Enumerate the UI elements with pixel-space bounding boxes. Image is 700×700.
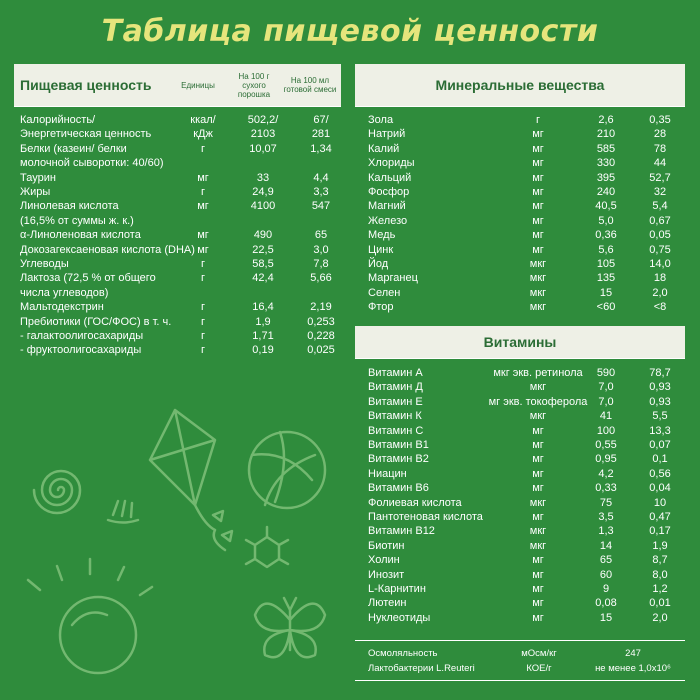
nutrition-unit: мг	[197, 171, 209, 184]
mineral-name: Селен	[368, 286, 401, 299]
mineral-name: Зола	[368, 114, 394, 126]
vitamin-name: Витамин Д	[368, 381, 423, 394]
mineral-value-col1: 330	[596, 157, 616, 170]
mineral-value-col2: 44	[653, 157, 667, 170]
kite-icon	[150, 410, 215, 505]
nutrition-value-col2: 0,253	[307, 315, 335, 328]
butterfly-icon	[255, 598, 325, 657]
nutrition-unit: г	[200, 330, 205, 342]
vitamin-unit: мг	[532, 611, 544, 624]
mineral-value-col2: 2,0	[652, 286, 668, 299]
vitamin-name: Витамин В2	[368, 453, 429, 466]
nutrition-header-per-100g: На 100 г сухого порошка	[237, 71, 271, 99]
nutrition-name: Энергетическая ценность	[20, 128, 152, 141]
vitamin-unit: мг	[532, 597, 544, 610]
mineral-unit: г	[535, 114, 540, 126]
nutrition-value-col2: 67/	[313, 114, 329, 126]
vitamin-value-col2: 13,3	[649, 424, 671, 437]
nutrition-name: молочной сыворотки: 40/60)	[20, 157, 164, 170]
vitamin-name: Нуклеотиды	[368, 611, 431, 624]
vitamin-name: Витамин В1	[368, 439, 429, 451]
nutrition-value-col1: 2103	[250, 128, 276, 141]
vitamin-unit: мкг	[529, 381, 547, 394]
nutrition-header-name: Пищевая ценность	[20, 77, 152, 93]
vitamin-value-col2: 78,7	[649, 367, 671, 379]
nutrition-name: Лактоза (72,5 % от общего	[20, 272, 156, 285]
vitamin-unit: мкг	[529, 496, 547, 509]
nutrition-value-col1: 1,71	[252, 330, 274, 342]
nutrition-value-col1: 10,07	[249, 142, 277, 155]
extra-name: Осмоляльность	[368, 648, 438, 659]
mineral-value-col1: 585	[596, 142, 616, 155]
nutrition-value-col2: 1,34	[310, 142, 332, 155]
nutrition-value-col1: 0,19	[252, 344, 274, 357]
vitamin-unit: мг	[532, 482, 544, 495]
vitamin-value-col1: 14	[599, 539, 613, 552]
nutrition-value-col1: 490	[253, 229, 273, 242]
vitamin-value-col1: 3,5	[598, 511, 614, 523]
nutrition-value-col1: 502,2/	[247, 114, 279, 126]
mineral-unit: мг	[532, 142, 544, 155]
extra-name: Лактобактерии L.Reuteri	[368, 663, 475, 674]
nutrition-header-per-100ml: На 100 мл готовой смеси	[283, 76, 337, 94]
vitamin-unit: мкг	[529, 525, 547, 538]
vitamin-name: Холин	[368, 554, 400, 567]
sun-icon	[60, 597, 136, 673]
extra-value-col1: не менее 1,0х10⁶	[595, 663, 671, 674]
vitamin-value-col1: 7,0	[598, 381, 614, 394]
nutrition-unit: г	[200, 258, 205, 270]
vitamin-value-col2: 8,0	[652, 568, 668, 581]
mineral-name: Марганец	[368, 272, 418, 285]
nutrition-unit: г	[200, 315, 205, 328]
nutrition-value-col1: 1,9	[255, 315, 271, 328]
mineral-value-col2: 0,35	[649, 114, 671, 126]
mineral-value-col1: 240	[596, 186, 616, 198]
nutrition-value-col1: 24,9	[252, 186, 274, 198]
mineral-name: Медь	[368, 229, 396, 242]
vitamin-unit: мг	[532, 424, 544, 437]
mineral-value-col1: 210	[596, 128, 616, 141]
nutrition-name: - фруктоолигосахариды	[20, 344, 142, 357]
mineral-value-col1: 395	[596, 171, 616, 184]
minerals-table-header: Минеральные вещества	[355, 64, 685, 106]
mineral-unit: мг	[532, 186, 544, 198]
extra-value-col1: 247	[625, 648, 641, 659]
mineral-value-col2: 0,67	[649, 214, 671, 227]
nutrition-value-col1: 16,4	[252, 301, 274, 314]
vitamin-unit: мг	[532, 583, 544, 595]
mineral-value-col2: 52,7	[649, 171, 671, 184]
mineral-unit: мкг	[529, 258, 547, 270]
vitamin-value-col1: 100	[596, 424, 616, 437]
mineral-value-col1: 2,6	[598, 114, 614, 126]
nutrition-value-col2: 3,3	[313, 186, 329, 198]
vitamin-value-col1: 0,33	[595, 482, 617, 495]
vitamin-name: Лютеин	[368, 597, 407, 610]
mineral-unit: мг	[532, 229, 544, 242]
nutrition-name: Белки (казеин/ белки	[20, 142, 127, 155]
nutrition-value-col2: 5,66	[310, 272, 332, 285]
mineral-value-col2: 32	[653, 186, 667, 198]
vitamin-value-col1: 75	[599, 496, 613, 509]
nutrition-value-col2: 4,4	[313, 171, 329, 184]
vitamin-unit: мг экв. токоферола	[488, 395, 588, 408]
vitamin-value-col1: 0,55	[595, 439, 617, 451]
vitamins-table-header: Витамины	[355, 326, 685, 358]
nutrition-unit: г	[200, 142, 205, 155]
mineral-value-col2: 14,0	[649, 258, 671, 270]
mineral-value-col1: 40,5	[595, 200, 617, 213]
vitamin-value-col2: 0,93	[649, 381, 671, 394]
mineral-value-col2: 18	[653, 272, 667, 285]
vitamin-unit: мкг	[529, 410, 547, 423]
extra-unit: мОсм/кг	[521, 648, 557, 659]
nutrition-value-col1: 58,5	[252, 258, 274, 270]
nutrition-value-col1: 22,5	[252, 243, 274, 256]
mineral-value-col2: <8	[653, 301, 667, 314]
mineral-value-col1: <60	[596, 301, 616, 314]
mineral-value-col2: 78	[653, 142, 667, 155]
vitamin-unit: мг	[532, 439, 544, 451]
vitamin-value-col1: 41	[599, 410, 613, 423]
vitamin-unit: мг	[532, 554, 544, 567]
vitamin-value-col1: 1,3	[598, 525, 614, 538]
nutrition-value-col2: 281	[311, 128, 331, 141]
nutrition-table-header	[14, 64, 341, 106]
vitamin-name: Витамин Е	[368, 395, 423, 408]
vitamin-value-col2: 8,7	[652, 554, 668, 567]
vitamin-value-col1: 15	[599, 611, 613, 624]
extra-unit: КОЕ/г	[526, 663, 552, 674]
mineral-value-col1: 135	[596, 272, 616, 285]
mineral-unit: мкг	[529, 286, 547, 299]
mineral-name: Цинк	[368, 243, 394, 256]
vitamin-value-col2: 0,04	[649, 482, 671, 495]
vitamin-name: Ниацин	[368, 467, 407, 480]
nutrition-unit: мг	[197, 229, 209, 242]
mineral-unit: мг	[532, 200, 544, 213]
mineral-unit: мкг	[529, 272, 547, 285]
vitamin-value-col2: 0,93	[649, 395, 671, 408]
mineral-name: Натрий	[368, 128, 406, 141]
vitamin-value-col2: 0,17	[649, 525, 671, 538]
nutrition-value-col1: 4100	[250, 200, 276, 213]
mineral-value-col1: 105	[596, 258, 616, 270]
mineral-name: Магний	[368, 200, 406, 213]
vitamin-value-col1: 4,2	[598, 467, 614, 480]
nutrition-unit: г	[200, 272, 205, 285]
mineral-name: Фосфор	[368, 186, 410, 198]
nutrition-divider	[14, 106, 341, 107]
mineral-value-col1: 5,0	[598, 214, 614, 227]
nutrition-value-col2: 547	[311, 200, 331, 213]
mineral-value-col2: 5,4	[652, 200, 668, 213]
vitamin-unit: мг	[532, 453, 544, 466]
vitamin-name: Витамин А	[368, 367, 423, 379]
vitamin-value-col2: 0,56	[649, 467, 671, 480]
nutrition-value-col2: 0,228	[307, 330, 335, 342]
mineral-value-col1: 15	[599, 286, 613, 299]
nutrition-header-units: Единицы	[181, 80, 215, 90]
vitamin-name: Витамин В6	[368, 482, 429, 495]
nutrition-name: числа углеводов)	[20, 286, 109, 299]
vitamin-value-col1: 0,08	[595, 597, 617, 610]
vitamin-value-col2: 10	[653, 496, 667, 509]
nutrition-unit: ккал/	[190, 114, 216, 126]
vitamin-name: Витамин С	[368, 424, 424, 437]
nutrition-name: Мальтодекстрин	[20, 301, 104, 314]
vitamin-value-col1: 590	[596, 367, 616, 379]
vitamin-value-col2: 0,07	[649, 439, 671, 451]
vitamin-value-col2: 5,5	[652, 410, 668, 423]
nutrition-value-col2: 2,19	[310, 301, 332, 314]
vitamin-unit: мкг	[529, 539, 547, 552]
vitamin-value-col1: 65	[599, 554, 613, 567]
vitamin-name: Инозит	[368, 568, 405, 581]
nutrition-unit: г	[200, 301, 205, 314]
mineral-unit: мкг	[529, 301, 547, 314]
extra-divider-bottom	[355, 680, 685, 681]
nutrition-name: (16,5% от суммы ж. к.)	[20, 214, 134, 227]
mineral-name: Железо	[368, 214, 408, 227]
nutrition-unit: г	[200, 344, 205, 357]
mineral-value-col2: 0,75	[649, 243, 671, 256]
mineral-unit: мг	[532, 214, 544, 227]
nutrition-name: Углеводы	[20, 258, 69, 270]
nutrition-value-col2: 0,025	[307, 344, 335, 357]
page-title: Таблица пищевой ценности	[101, 14, 599, 49]
nutrition-unit: мг	[197, 243, 209, 256]
vitamin-unit: мг	[532, 568, 544, 581]
vitamin-value-col2: 2,0	[652, 611, 668, 624]
minerals-divider	[355, 106, 685, 107]
nutrition-name: - галактоолигосахариды	[20, 330, 144, 342]
vitamin-value-col2: 0,01	[649, 597, 671, 610]
mineral-name: Хлориды	[368, 157, 415, 170]
mineral-value-col2: 0,05	[649, 229, 671, 242]
vitamin-value-col1: 7,0	[598, 395, 614, 408]
nutrition-unit: г	[200, 186, 205, 198]
vitamin-value-col1: 9	[602, 583, 610, 595]
nutrition-name: Жиры	[20, 186, 51, 198]
nutrition-name: Докозагексаеновая кислота (DHA)	[20, 243, 195, 256]
extra-divider-top	[355, 640, 685, 641]
nutrition-name: Линолевая кислота	[20, 200, 119, 213]
nutrition-name: Калорийность/	[20, 114, 96, 126]
vitamin-name: Витамин К	[368, 410, 422, 423]
vitamin-value-col2: 1,9	[652, 539, 668, 552]
nutrition-value-col2: 3,0	[313, 243, 329, 256]
mineral-value-col1: 5,6	[598, 243, 614, 256]
vitamin-name: Пантотеновая кислота	[368, 511, 483, 523]
mineral-unit: мг	[532, 171, 544, 184]
mineral-value-col2: 28	[653, 128, 667, 141]
vitamin-name: Фолиевая кислота	[368, 496, 462, 509]
vitamin-unit: мкг экв. ретинола	[493, 367, 583, 379]
spiral-icon	[34, 471, 80, 513]
mineral-value-col1: 0,36	[595, 229, 617, 242]
nutrition-value-col2: 65	[314, 229, 328, 242]
vitamin-value-col2: 0,47	[649, 511, 671, 523]
nutrition-name: Пребиотики (ГОС/ФОС) в т. ч.	[20, 315, 172, 328]
flower-icon	[246, 527, 288, 567]
vitamin-name: Витамин В12	[368, 525, 435, 538]
nutrition-name: Таурин	[20, 171, 56, 184]
nutrition-unit: кДж	[193, 128, 213, 141]
vitamin-value-col2: 0,1	[652, 453, 668, 466]
mineral-name: Йод	[368, 258, 389, 270]
nutrition-value-col1: 33	[256, 171, 270, 184]
vitamin-unit: мг	[532, 467, 544, 480]
nutrition-value-col1: 42,4	[252, 272, 274, 285]
nutrition-name: α-Линоленовая кислота	[20, 229, 141, 242]
nutrition-unit: мг	[197, 200, 209, 213]
vitamin-value-col1: 60	[599, 568, 613, 581]
mineral-unit: мг	[532, 128, 544, 141]
vitamin-unit: мг	[532, 511, 544, 523]
mineral-name: Кальций	[368, 171, 412, 184]
mineral-name: Фтор	[368, 301, 394, 314]
nutrition-value-col2: 7,8	[313, 258, 329, 270]
mineral-unit: мг	[532, 243, 544, 256]
vitamin-name: L-Карнитин	[368, 583, 426, 595]
vitamins-divider	[355, 358, 685, 359]
mineral-unit: мг	[532, 157, 544, 170]
vitamin-value-col1: 0,95	[595, 453, 617, 466]
vitamin-name: Биотин	[368, 539, 405, 552]
mineral-name: Калий	[368, 142, 400, 155]
vitamin-value-col2: 1,2	[652, 583, 668, 595]
